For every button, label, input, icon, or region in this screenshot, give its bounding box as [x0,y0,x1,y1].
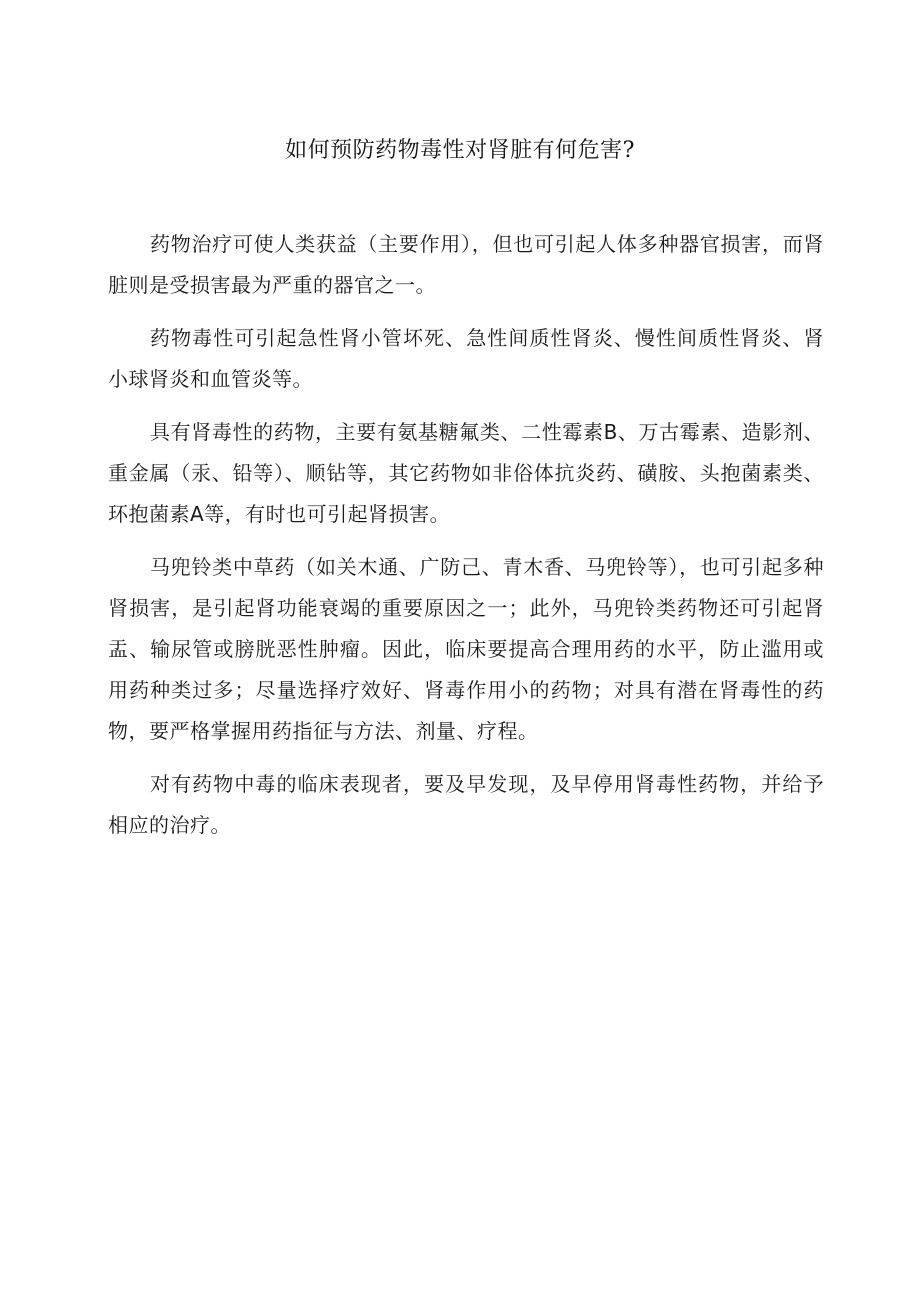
paragraph-nephrotoxic-drugs: 具有肾毒性的药物，主要有氨基糖氟类、二性霉素B、万古霉素、造影剂、重金属（汞、铅等）、顺钻等，其它药物如非俗体抗炎药、磺胺、头抱菌素类、环抱菌素A等，有时也可引起肾损害。 [108,420,824,526]
paragraph-toxicity-effects: 药物毒性可引起急性肾小管坏死、急性间质性肾炎、慢性间质性肾炎、肾小球肾炎和血管炎等。 [108,326,824,391]
paragraph-intro: 药物治疗可使人类获益（主要作用），但也可引起人体多种器官损害，而肾脏则是受损害最为严重的器官之一。 [108,232,824,297]
page-title: 如何预防药物毒性对肾脏有何危害? [285,138,635,163]
paragraph-aristolochia: 马兜铃类中草药（如关木通、广防己、青木香、马兜铃等），也可引起多种肾损害，是引起肾功能衰竭的重要原因之一；此外，马兜铃类药物还可引起肾盂、输尿管或膀胱恶性肿瘤。因此，临床要提高合理用药的水平，防止滥用或用药种类过多；尽量选择疗效好、肾毒作用小的药物；对具有潜在肾毒性的药物，要严格掌握用药指征与方法、剂量、疗程。 [108,555,824,743]
document-body [108,224,824,858]
paragraph-treatment: 对有药物中毒的临床表现者，要及早发现，及早停用肾毒性药物，并给予相应的治疗。 [108,772,824,837]
